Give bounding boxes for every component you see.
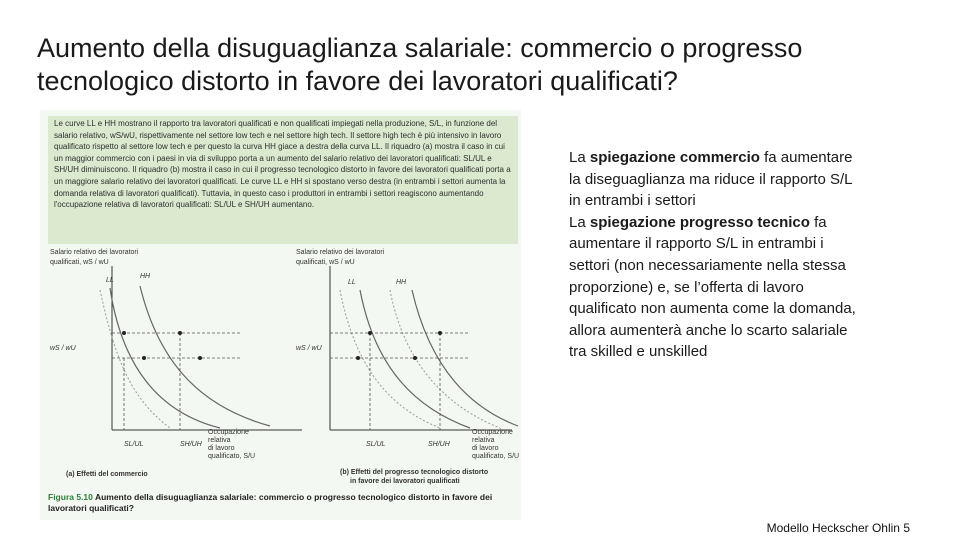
p1-rest: fa aumentare la diseguaglianza ma riduce il rapporto S/L in entrambi i settori	[569, 149, 853, 210]
p1-prefix: La	[569, 149, 590, 166]
figure-panels	[40, 238, 521, 493]
panel-a-label: (a) Effetti del commercio	[66, 471, 148, 478]
panel-b-curve-ll-label: LL	[348, 279, 356, 286]
panel-a-curve-hh	[140, 286, 270, 426]
panel-b-point-3	[438, 331, 442, 335]
panel-b-curve-hh-label: HH	[396, 279, 407, 286]
panel-a-y-axis-label-1: Salario relativo dei lavoratori	[50, 249, 139, 256]
panel-a-curve-ll-shifted	[100, 290, 170, 428]
p2-bold: spiegazione progresso tecnico	[589, 213, 810, 231]
textbook-figure	[40, 110, 521, 520]
p1-bold: spiegazione commercio	[589, 149, 760, 166]
panel-a-point-1	[142, 356, 146, 360]
tech-explanation-paragraph	[569, 212, 859, 363]
panel-a-x-tick-1: SL/UL	[124, 441, 144, 448]
panel-b-x-axis-label-4: qualificato, S/U	[472, 453, 520, 460]
figure-label	[48, 492, 518, 514]
panel-b-y-axis-label-1: Salario relativo dei lavoratori	[296, 249, 385, 256]
panel-a-point-3	[178, 331, 182, 335]
panel-b-label-1: (b) Effetti del progresso tecnologico distorto	[340, 469, 489, 476]
slide-title: Aumento della disuguaglianza salariale: commercio o progresso tecnologico distorto in favore dei lavoratori qualificati?	[37, 33, 803, 96]
panel-b-x-tick-1: SL/UL	[366, 441, 386, 448]
panel-b-x-axis-label-1: Occupazione	[472, 429, 513, 436]
panel-b-point-1	[356, 356, 360, 360]
figure-caption-box	[48, 116, 518, 244]
panel-b-x-tick-2: SH/UH	[428, 441, 450, 448]
explanation-text	[569, 147, 859, 363]
panel-b-x-axis-label-2: relativa	[472, 437, 495, 444]
p2-rest: fa aumentare il rapporto S/L in entrambi i settori (non necessariamente nella stessa proporzione) e, se l’offerta di lavoro qualificato non aumenta come la domanda, allora aumenterà anche lo scarto salariale tra skilled e unskilled	[569, 213, 856, 361]
panel-a-x-axis-label-1: Occupazione	[208, 429, 249, 436]
trade-explanation-paragraph	[569, 147, 859, 212]
panel-a-y-axis-label-2: qualificati, wS / wU	[50, 259, 109, 266]
figure-title-2: dei lavoratori qualificati?	[48, 492, 493, 513]
panel-a-point-4	[198, 356, 202, 360]
panel-a-x-axis-label-2: relativa	[208, 437, 231, 444]
panel-b	[296, 249, 519, 485]
p2-prefix: La	[569, 213, 590, 231]
panel-a-x-axis-label-3: di lavoro	[208, 445, 235, 452]
panel-b-point-4	[413, 356, 417, 360]
panel-b-label-2: in favore dei lavoratori qualificati	[350, 478, 460, 485]
panel-a-point-2	[122, 331, 126, 335]
panel-b-y-axis-label-2: qualificati, wS / wU	[296, 259, 355, 266]
panel-a-y-tick: wS / wU	[50, 345, 76, 352]
panel-a	[50, 249, 302, 478]
figure-caption-text: Le curve LL e HH mostrano il rapporto tra lavoratori qualificati e non qualificati impiegati nella produzione, S/L, in funzione del salario relativo, wS/wU, rispettivamente nel settore low tech e nel settore high tech. Il settore high tech è più intensivo in lavoro qualificato rispetto al settore low tech e per questo la curva HH giace a destra della curva LL. Il riquadro (a) mostra il caso in cui un maggior commercio con i paesi in via di sviluppo porta a un aumento del salario relativo dei lavoratori qualificati: SL/UL e SH/UH diminuiscono. Il riquadro (b) mostra il caso in cui il progresso tecnologico distorto in favore dei lavoratori qualificati porta a un maggiore salario relativo dei lavoratori qualificati. Le curve LL e HH si spostano verso destra (in entrambi i settori aumenta la domanda relativa di lavoratori qualificati). Tuttavia, in questo caso i produttori in entrambi i settori reagiscono aumentando l'occupazione relativa di lavoratori qualificati: SL/UL e SH/UH aumentano.	[54, 119, 511, 210]
figure-title-1: Aumento della disuguaglianza salariale: commercio o progresso tecnologico distorto in favore	[94, 492, 478, 502]
figure-number: Figura 5.10	[48, 492, 93, 502]
panel-b-x-axis-label-3: di lavoro	[472, 445, 499, 452]
panel-a-curve-hh-label: HH	[140, 273, 151, 280]
panel-b-y-tick: wS / wU	[296, 345, 322, 352]
panel-a-x-tick-2: SH/UH	[180, 441, 202, 448]
panel-b-curve-ll-old	[340, 290, 440, 428]
slide-footer: Modello Heckscher Ohlin 5	[766, 521, 910, 535]
panel-a-x-axis-label-4: qualificato, S/U	[208, 453, 256, 460]
panel-b-point-2	[368, 331, 372, 335]
panel-a-curve-ll-label: LL	[106, 277, 114, 284]
